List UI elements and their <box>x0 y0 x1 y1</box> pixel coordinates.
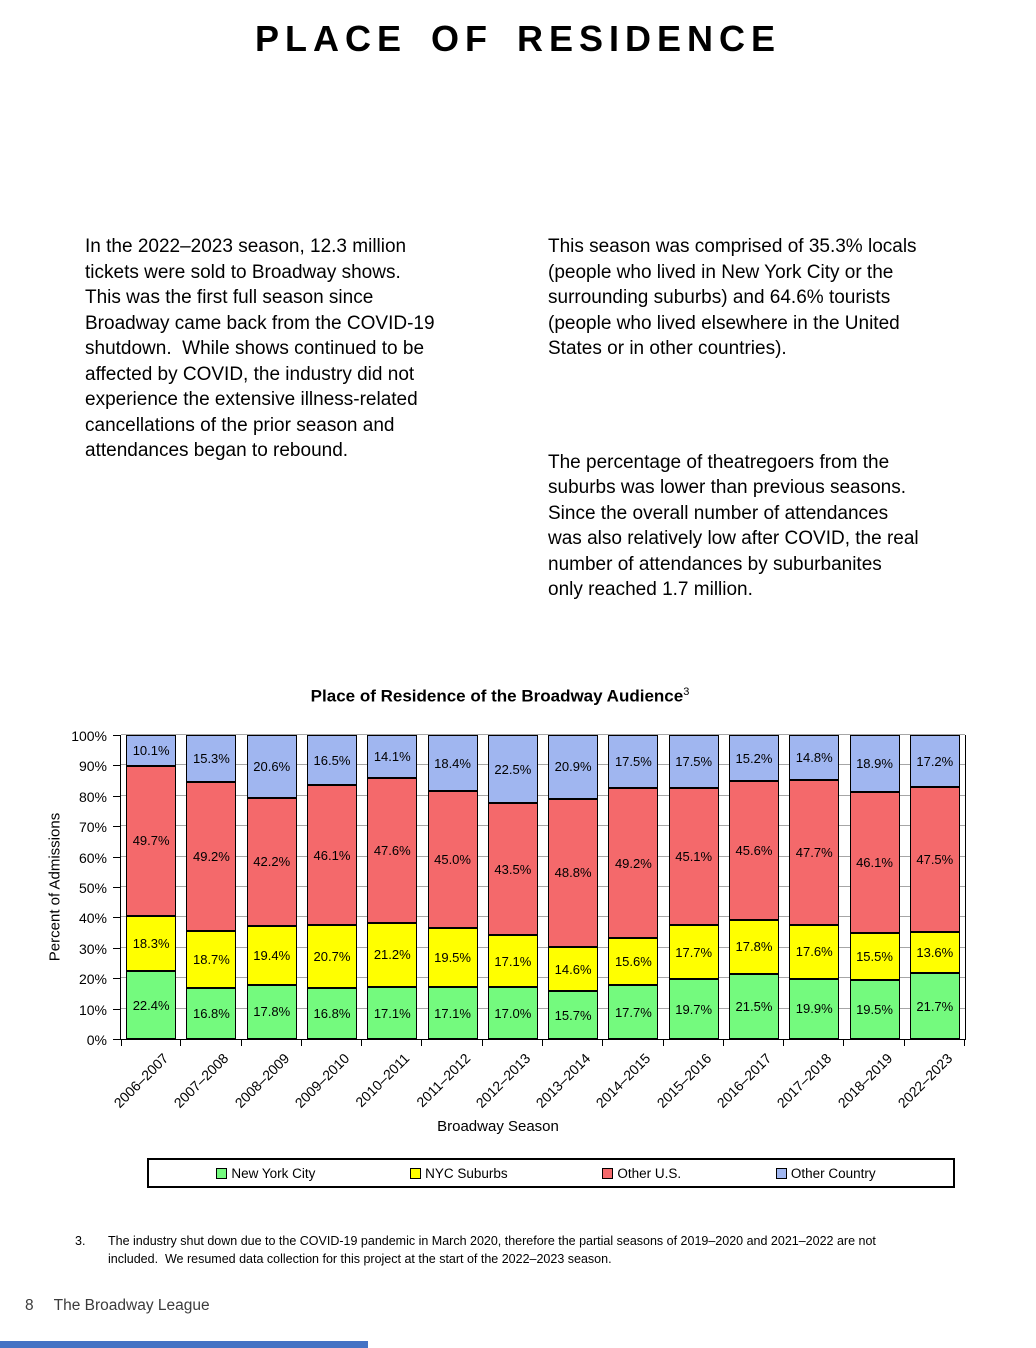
legend-swatch <box>602 1168 613 1179</box>
bar-segment <box>428 987 478 1039</box>
bar-segment <box>910 787 960 931</box>
y-tick-mark <box>113 978 120 979</box>
stacked-bar <box>126 735 176 1039</box>
bar-segment <box>850 980 900 1039</box>
bar-segment <box>488 987 538 1039</box>
bar-segment <box>186 988 236 1039</box>
bar-segment <box>789 780 839 925</box>
y-tick-label: 60% <box>78 849 107 866</box>
footnote-text: The industry shut down due to the COVID-19 pandemic in March 2020, therefore the partial seasons of 2019–2020 and 2021–2022 are not included. We resumed data collection for this project at the start of the 2022–2023 season. <box>108 1234 880 1266</box>
bar-value-label: 17.0% <box>494 1005 532 1021</box>
bar-segment <box>910 973 960 1039</box>
bar-value-label: 14.8% <box>795 750 833 766</box>
bar-value-label: 14.6% <box>554 961 592 977</box>
bar-value-label: 17.5% <box>614 754 652 770</box>
paragraph: This season was comprised of 35.3% locals (people who lived in New York City or the surrounding suburbs) and 64.6% tourists (people who lived elsewhere in the United States or in other countries). <box>548 236 922 359</box>
bar-value-label: 17.1% <box>373 1005 411 1021</box>
legend-item <box>216 1166 315 1181</box>
bar-segment <box>126 916 176 971</box>
legend-label: NYC Suburbs <box>425 1165 508 1181</box>
x-axis-category-label: 2017–2018 <box>773 1050 835 1111</box>
x-axis-category-label: 2013–2014 <box>532 1050 594 1111</box>
bar-value-label: 16.5% <box>313 752 351 768</box>
bar-segment <box>910 932 960 973</box>
x-axis-labels <box>110 1042 966 1127</box>
y-axis <box>0 728 120 1048</box>
stacked-bar <box>488 735 538 1039</box>
category-slot <box>362 735 422 1039</box>
bar-value-label: 46.1% <box>856 855 893 871</box>
bar-segment <box>247 735 297 798</box>
x-axis-category-label: 2011–2012 <box>412 1050 473 1111</box>
bar-value-label: 22.5% <box>494 761 532 777</box>
category-slot <box>121 735 181 1039</box>
bar-value-label: 20.9% <box>554 759 592 775</box>
x-axis-category-label: 2006–2007 <box>110 1050 172 1111</box>
bar-segment <box>247 798 297 926</box>
footnote <box>75 1233 920 1268</box>
bar-value-label: 46.1% <box>313 847 351 863</box>
y-tick-label: 70% <box>78 819 107 836</box>
category-slot <box>603 735 663 1039</box>
bar-segment <box>126 766 176 916</box>
bar-value-label: 16.8% <box>313 1005 351 1021</box>
bar-segment <box>488 735 538 803</box>
left-text-column <box>85 183 440 515</box>
bar-segment <box>669 788 719 925</box>
y-tick-label: 80% <box>78 788 107 805</box>
bar-value-label: 21.5% <box>735 998 773 1014</box>
bar-value-label: 49.2% <box>614 855 652 871</box>
bar-segment <box>307 785 357 925</box>
bar-value-label: 49.2% <box>192 848 230 864</box>
bar-value-label: 47.6% <box>373 842 411 858</box>
bar-value-label: 19.7% <box>675 1001 713 1017</box>
page-number: 8 <box>25 1297 34 1314</box>
x-axis-category-label: 2014–2015 <box>592 1050 654 1111</box>
bar-value-label: 18.4% <box>434 755 471 771</box>
bar-value-label: 17.1% <box>494 953 532 969</box>
bar-segment <box>608 985 658 1039</box>
bar-segment <box>367 987 417 1039</box>
paragraph: In the 2022–2023 season, 12.3 million tickets were sold to Broadway shows. This was the first full season since Broadway came back from the COVID-19 shutdown. While shows continued to be affected by COVID, the industry did not experience the extensive illness-related cancellations of the prior season and attendances began to rebound. <box>85 236 440 461</box>
bar-segment <box>126 971 176 1039</box>
bar-segment <box>548 799 598 947</box>
y-tick-label: 50% <box>78 880 107 896</box>
bar-value-label: 47.5% <box>916 852 954 867</box>
x-axis-category-label: 2015–2016 <box>653 1050 715 1111</box>
bar-value-label: 45.6% <box>735 842 773 858</box>
stacked-bar <box>186 735 236 1039</box>
bar-value-label: 16.8% <box>192 1005 230 1021</box>
bar-value-label: 17.6% <box>795 944 833 960</box>
bar-value-label: 45.0% <box>434 851 471 867</box>
bar-segment <box>729 735 779 781</box>
y-tick-label: 10% <box>78 1001 107 1018</box>
x-axis-category-label: 2008–2009 <box>231 1050 293 1111</box>
bar-value-label: 20.6% <box>253 758 291 774</box>
right-text-column <box>548 183 924 654</box>
bar-segment <box>548 991 598 1039</box>
x-axis-category-label: 2007–2008 <box>170 1050 232 1111</box>
stacked-bar <box>307 735 357 1039</box>
bar-segment <box>910 735 960 787</box>
y-tick-mark <box>113 765 120 766</box>
x-axis-category-label: 2022–2023 <box>894 1050 956 1111</box>
footnote-marker: 3. <box>75 1234 86 1248</box>
bar-value-label: 17.7% <box>614 1004 652 1020</box>
x-axis-category-label: 2018–2019 <box>834 1050 895 1111</box>
category-slot <box>422 735 482 1039</box>
bar-value-label: 13.6% <box>916 944 954 960</box>
category-slot <box>844 735 904 1039</box>
bar-segment <box>488 803 538 935</box>
category-slot <box>724 735 784 1039</box>
bar-segment <box>548 735 598 799</box>
stacked-bar <box>789 735 839 1039</box>
stacked-bar <box>850 735 900 1039</box>
x-axis-title: Broadway Season <box>437 1118 559 1135</box>
legend-swatch <box>410 1168 421 1179</box>
chart-title-text: Place of Residence of the Broadway Audience <box>310 686 684 706</box>
stacked-bar <box>669 735 719 1039</box>
y-tick-mark <box>113 826 120 827</box>
bar-segment <box>428 791 478 928</box>
bar-value-label: 15.2% <box>735 750 773 766</box>
category-slot <box>784 735 844 1039</box>
stacked-bar <box>247 735 297 1039</box>
bar-segment <box>307 925 357 988</box>
category-slot <box>302 735 362 1039</box>
y-tick-mark <box>113 1039 120 1040</box>
category-slot <box>543 735 603 1039</box>
bar-segment <box>247 985 297 1039</box>
bar-segment <box>608 788 658 938</box>
x-axis-category-label: 2009–2010 <box>291 1050 353 1111</box>
bar-value-label: 17.8% <box>253 1004 291 1020</box>
bar-segment <box>789 979 839 1039</box>
bar-value-label: 19.5% <box>434 949 471 965</box>
category-slot <box>483 735 543 1039</box>
bar-value-label: 21.2% <box>373 947 411 963</box>
legend-swatch <box>776 1168 787 1179</box>
chart-container <box>0 680 1036 1210</box>
stacked-bar <box>428 735 478 1039</box>
legend-label: New York City <box>231 1165 316 1181</box>
x-axis-category-label: 2010–2011 <box>352 1050 413 1111</box>
bar-value-label: 15.6% <box>614 953 652 969</box>
bar-segment <box>608 735 658 788</box>
y-tick-label: 0% <box>86 1032 107 1048</box>
bar-segment <box>307 988 357 1039</box>
bar-segment <box>428 735 478 791</box>
bar-value-label: 18.9% <box>856 756 893 772</box>
bar-value-label: 19.5% <box>856 1001 893 1017</box>
chart-title <box>0 686 1000 707</box>
bar-value-label: 47.7% <box>795 845 833 861</box>
y-tick-label: 100% <box>71 728 107 744</box>
bar-segment <box>669 925 719 979</box>
bar-segment <box>186 931 236 988</box>
bar-segment <box>729 920 779 974</box>
bar-value-label: 15.3% <box>192 750 230 766</box>
bar-segment <box>428 928 478 987</box>
y-tick-mark <box>113 1009 120 1010</box>
bar-segment <box>729 781 779 919</box>
bar-segment <box>367 735 417 778</box>
y-axis-title: Percent of Admissions <box>46 812 64 962</box>
page-title: PLACE OF RESIDENCE <box>254 18 782 59</box>
bar-value-label: 48.8% <box>554 865 592 881</box>
y-tick-label: 90% <box>78 758 107 775</box>
bar-segment <box>789 925 839 979</box>
bar-segment <box>186 782 236 932</box>
bar-segment <box>669 979 719 1039</box>
bar-segment <box>669 735 719 788</box>
y-tick-label: 40% <box>78 910 107 927</box>
x-axis-category-label: 2012–2013 <box>472 1050 534 1111</box>
bar-segment <box>608 938 658 985</box>
bar-segment <box>789 735 839 780</box>
paragraph: The percentage of theatregoers from the suburbs was lower than previous seasons. Since the overall number of attendances was also relatively low after COVID, the real number of attendances by suburbanites only reached 1.7 million. <box>548 451 924 600</box>
bar-value-label: 42.2% <box>253 854 291 870</box>
stacked-bar <box>910 735 960 1039</box>
y-tick-mark <box>113 887 120 888</box>
bar-value-label: 19.4% <box>253 947 291 963</box>
bar-segment <box>850 735 900 792</box>
stacked-bar <box>548 735 598 1039</box>
category-slot <box>181 735 241 1039</box>
chart-legend <box>147 1158 955 1188</box>
footer-text: The Broadway League <box>53 1297 210 1314</box>
y-tick-mark <box>113 796 120 797</box>
bar-value-label: 17.2% <box>916 753 954 769</box>
y-tick-label: 30% <box>78 940 107 957</box>
bar-segment <box>850 792 900 932</box>
chart-title-footnote-marker: 3 <box>683 686 690 698</box>
x-axis-category-label: 2016–2017 <box>713 1050 775 1111</box>
bar-value-label: 17.8% <box>735 939 773 955</box>
legend-label: Other U.S. <box>617 1165 682 1181</box>
bar-value-label: 17.1% <box>434 1005 471 1021</box>
page-footer <box>25 1297 210 1315</box>
bar-value-label: 15.7% <box>554 1007 592 1023</box>
footer-accent-bar <box>0 1341 368 1348</box>
bar-value-label: 17.5% <box>675 754 713 770</box>
bar-value-label: 18.3% <box>132 936 170 952</box>
legend-item <box>602 1166 681 1181</box>
category-slot <box>664 735 724 1039</box>
bar-value-label: 45.1% <box>675 849 713 865</box>
bar-value-label: 20.7% <box>313 949 351 965</box>
bar-value-label: 22.4% <box>132 997 170 1013</box>
legend-item <box>776 1166 876 1181</box>
bar-segment <box>367 778 417 923</box>
bar-value-label: 18.7% <box>192 952 230 968</box>
bars-group <box>121 735 965 1039</box>
stacked-bar <box>367 735 417 1039</box>
y-tick-mark <box>113 917 120 918</box>
bar-segment <box>488 935 538 987</box>
stacked-bar <box>608 735 658 1039</box>
y-tick-mark <box>113 857 120 858</box>
category-slot <box>242 735 302 1039</box>
y-tick-mark <box>113 735 120 736</box>
bar-segment <box>126 735 176 766</box>
legend-item <box>410 1166 508 1181</box>
legend-label: Other Country <box>790 1165 876 1181</box>
legend-swatch <box>216 1168 227 1179</box>
bar-value-label: 15.5% <box>856 948 893 964</box>
y-tick-label: 20% <box>78 971 107 988</box>
bar-value-label: 19.9% <box>795 1001 833 1017</box>
bar-segment <box>307 735 357 785</box>
bar-value-label: 43.5% <box>494 861 532 877</box>
bar-value-label: 10.1% <box>132 742 170 758</box>
bar-segment <box>548 947 598 991</box>
plot-area <box>120 735 966 1040</box>
bar-segment <box>729 974 779 1039</box>
bar-value-label: 49.7% <box>132 833 170 849</box>
bar-value-label: 14.1% <box>373 748 411 764</box>
bar-segment <box>247 926 297 985</box>
bar-value-label: 17.7% <box>675 944 713 960</box>
bar-segment <box>850 933 900 980</box>
stacked-bar <box>729 735 779 1039</box>
category-slot <box>905 735 965 1039</box>
bar-segment <box>367 923 417 987</box>
bar-value-label: 21.7% <box>916 998 954 1014</box>
y-tick-mark <box>113 948 120 949</box>
bar-segment <box>186 735 236 782</box>
